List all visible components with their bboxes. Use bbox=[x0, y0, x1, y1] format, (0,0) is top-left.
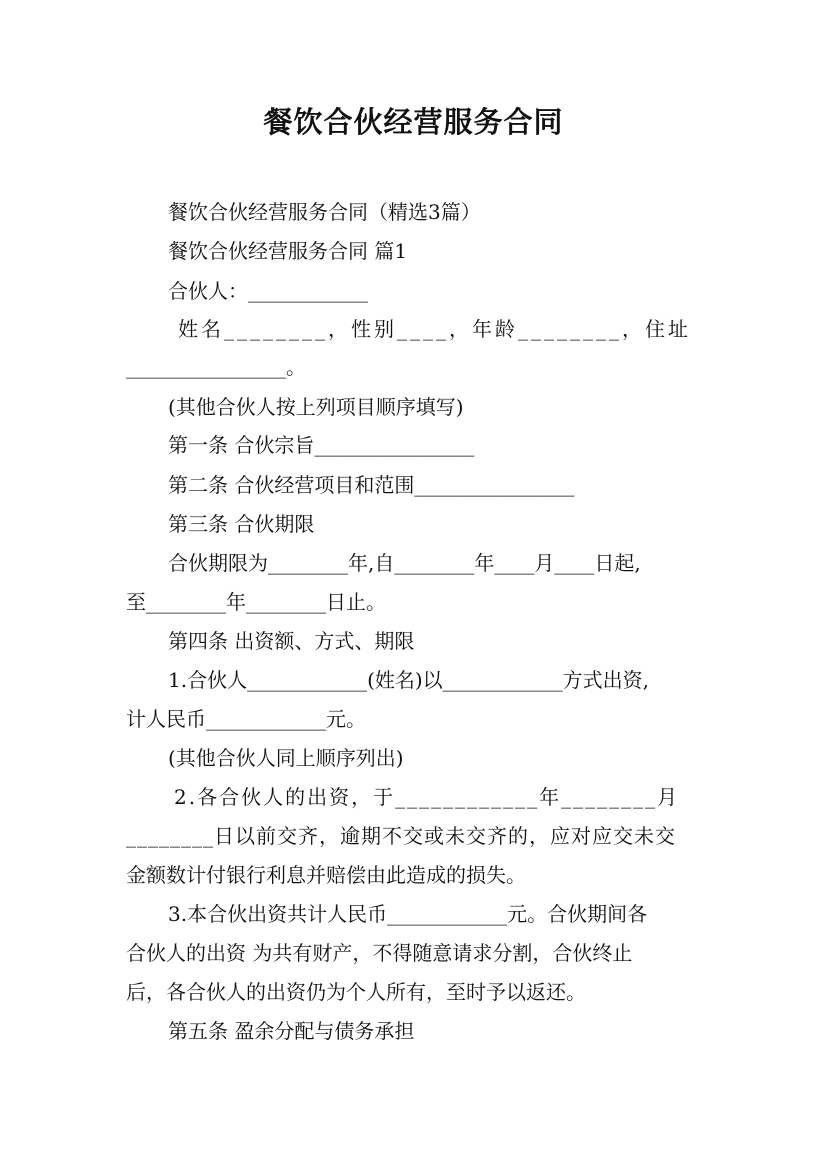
text-line: 合伙人的出资 为共有财产，不得随意请求分割，合伙终止 bbox=[126, 941, 633, 965]
text-line: 3.本合伙出资共计人民币____________元。合伙期间各 bbox=[168, 902, 648, 926]
text-line: 后，各合伙人的出资仍为个人所有，至时予以返还。 bbox=[126, 980, 586, 1004]
article-heading: 第四条 出资额、方式、期限 bbox=[168, 629, 415, 653]
text-line: 至________年________日止。 bbox=[126, 590, 386, 614]
text-line: (其他合伙人同上顺序列出) bbox=[168, 746, 404, 770]
text-line: ________________。 bbox=[126, 355, 306, 379]
article-heading: 第一条 合伙宗旨________________ bbox=[168, 433, 475, 457]
text-line: 姓名________，性别____，年龄________，住址 bbox=[178, 317, 691, 341]
document-title: 餐饮合伙经营服务合同 bbox=[263, 105, 564, 139]
section-heading: 餐饮合伙经营服务合同 篇1 bbox=[168, 239, 408, 263]
subtitle-line: 餐饮合伙经营服务合同（精选3篇） bbox=[168, 200, 481, 224]
article-heading: 第三条 合伙期限 bbox=[168, 512, 315, 536]
text-line: 合伙人：____________ bbox=[168, 279, 368, 303]
text-line: ________日以前交齐，逾期不交或未交齐的，应对应交未交 bbox=[126, 824, 676, 848]
text-line: 金额数计付银行利息并赔偿由此造成的损失。 bbox=[126, 863, 526, 887]
article-heading: 第五条 盈余分配与债务承担 bbox=[168, 1019, 415, 1043]
article-heading: 第二条 合伙经营项目和范围________________ bbox=[168, 473, 575, 497]
text-line: 计人民币____________元。 bbox=[126, 707, 366, 731]
text-line: (其他合伙人按上列项目顺序填写) bbox=[168, 395, 464, 419]
text-line: 合伙期限为________年,自________年____月____日起, bbox=[168, 551, 641, 575]
text-line: 1.合伙人____________(姓名)以____________方式出资, bbox=[168, 668, 650, 692]
text-line: 2.各合伙人的出资，于____________年________月 bbox=[174, 785, 680, 809]
